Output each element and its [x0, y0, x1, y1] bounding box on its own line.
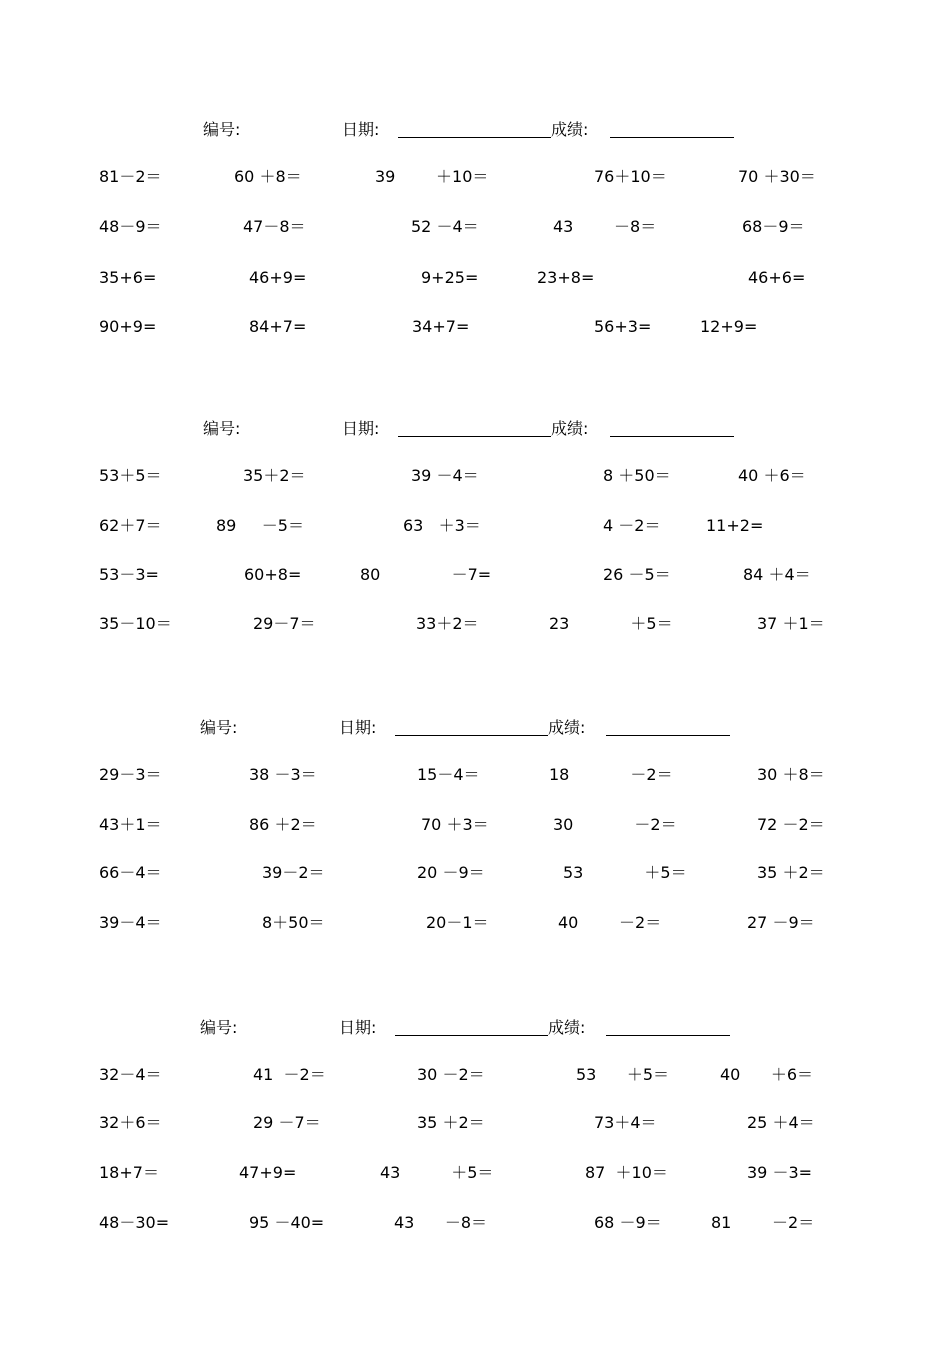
arithmetic-problem: 15－4＝ — [417, 765, 480, 784]
arithmetic-problem: 30 －2＝ — [553, 815, 677, 834]
arithmetic-problem: 8 ＋50＝ — [603, 466, 671, 485]
arithmetic-problem: 39－2＝ — [262, 863, 325, 882]
arithmetic-problem: 95 －40= — [249, 1213, 325, 1232]
arithmetic-problem: 56+3= — [594, 317, 652, 336]
arithmetic-problem: 8＋50＝ — [262, 913, 325, 932]
arithmetic-problem: 47－8＝ — [243, 217, 306, 236]
arithmetic-problem: 46+9= — [249, 268, 307, 287]
arithmetic-problem: 48－30= — [99, 1213, 170, 1232]
arithmetic-problem: 35+6= — [99, 268, 157, 287]
arithmetic-problem: 68 －9＝ — [594, 1213, 662, 1232]
arithmetic-problem: 72 －2＝ — [757, 815, 825, 834]
arithmetic-problem: 80 －7= — [360, 565, 492, 584]
arithmetic-problem: 40 ＋6＝ — [720, 1065, 814, 1084]
arithmetic-problem: 84 ＋4＝ — [743, 565, 811, 584]
score-blank-line — [606, 735, 730, 736]
arithmetic-problem: 46+6= — [748, 268, 806, 287]
arithmetic-problem: 34+7= — [412, 317, 470, 336]
number-label: 编号: — [203, 419, 241, 438]
arithmetic-problem: 39－4＝ — [99, 913, 162, 932]
arithmetic-problem: 29－7＝ — [253, 614, 316, 633]
score-blank-line — [610, 436, 734, 437]
date-blank-line — [398, 436, 551, 437]
arithmetic-problem: 29 －7＝ — [253, 1113, 321, 1132]
arithmetic-problem: 52 －4＝ — [411, 217, 479, 236]
arithmetic-problem: 12+9= — [700, 317, 758, 336]
arithmetic-problem: 30 －2＝ — [417, 1065, 485, 1084]
arithmetic-problem: 53＋5＝ — [99, 466, 162, 485]
date-label: 日期: — [339, 1018, 377, 1037]
arithmetic-problem: 53－3= — [99, 565, 159, 584]
arithmetic-problem: 60+8= — [244, 565, 302, 584]
date-label: 日期: — [342, 120, 380, 139]
score-label: 成绩: — [548, 718, 586, 737]
arithmetic-problem: 81 －2＝ — [711, 1213, 815, 1232]
arithmetic-problem: 89 －5＝ — [216, 516, 304, 535]
arithmetic-problem: 43 ＋5＝ — [380, 1163, 494, 1182]
arithmetic-problem: 68－9＝ — [742, 217, 805, 236]
score-blank-line — [610, 137, 734, 138]
arithmetic-problem: 86 ＋2＝ — [249, 815, 317, 834]
date-label: 日期: — [339, 718, 377, 737]
arithmetic-problem: 35－10＝ — [99, 614, 172, 633]
arithmetic-problem: 53 ＋5＝ — [563, 863, 687, 882]
arithmetic-problem: 47+9= — [239, 1163, 297, 1182]
arithmetic-problem: 29－3＝ — [99, 765, 162, 784]
arithmetic-problem: 39 ＋10＝ — [375, 167, 489, 186]
arithmetic-problem: 40 ＋6＝ — [738, 466, 806, 485]
arithmetic-problem: 4 －2＝ — [603, 516, 661, 535]
number-label: 编号: — [203, 120, 241, 139]
date-blank-line — [395, 1035, 548, 1036]
arithmetic-problem: 32－4＝ — [99, 1065, 162, 1084]
arithmetic-problem: 62＋7＝ — [99, 516, 162, 535]
arithmetic-problem: 9+25= — [421, 268, 479, 287]
arithmetic-problem: 20－1＝ — [426, 913, 489, 932]
arithmetic-problem: 63 ＋3＝ — [403, 516, 481, 535]
score-label: 成绩: — [548, 1018, 586, 1037]
arithmetic-problem: 35 ＋2＝ — [757, 863, 825, 882]
arithmetic-problem: 20 －9＝ — [417, 863, 485, 882]
arithmetic-problem: 23 ＋5＝ — [549, 614, 673, 633]
arithmetic-problem: 73＋4＝ — [594, 1113, 657, 1132]
score-blank-line — [606, 1035, 730, 1036]
arithmetic-problem: 35 ＋2＝ — [417, 1113, 485, 1132]
arithmetic-problem: 40 －2＝ — [558, 913, 662, 932]
arithmetic-problem: 25 ＋4＝ — [747, 1113, 815, 1132]
number-label: 编号: — [200, 1018, 238, 1037]
arithmetic-problem: 53 ＋5＝ — [576, 1065, 670, 1084]
arithmetic-problem: 70 ＋30＝ — [738, 167, 816, 186]
arithmetic-problem: 37 ＋1＝ — [757, 614, 825, 633]
arithmetic-problem: 60 ＋8＝ — [234, 167, 302, 186]
arithmetic-problem: 43 －8＝ — [394, 1213, 488, 1232]
arithmetic-problem: 70 ＋3＝ — [421, 815, 489, 834]
arithmetic-problem: 30 ＋8＝ — [757, 765, 825, 784]
arithmetic-problem: 26 －5＝ — [603, 565, 671, 584]
arithmetic-problem: 84+7= — [249, 317, 307, 336]
arithmetic-problem: 43＋1＝ — [99, 815, 162, 834]
score-label: 成绩: — [551, 419, 589, 438]
arithmetic-problem: 23+8= — [537, 268, 595, 287]
arithmetic-problem: 11+2= — [706, 516, 764, 535]
arithmetic-problem: 76＋10＝ — [594, 167, 667, 186]
arithmetic-problem: 32＋6＝ — [99, 1113, 162, 1132]
arithmetic-problem: 90+9= — [99, 317, 157, 336]
arithmetic-problem: 18+7＝ — [99, 1163, 159, 1182]
number-label: 编号: — [200, 718, 238, 737]
date-blank-line — [395, 735, 548, 736]
arithmetic-problem: 41 －2＝ — [253, 1065, 326, 1084]
arithmetic-problem: 43 －8＝ — [553, 217, 657, 236]
arithmetic-problem: 66－4＝ — [99, 863, 162, 882]
arithmetic-problem: 38 －3＝ — [249, 765, 317, 784]
date-label: 日期: — [342, 419, 380, 438]
score-label: 成绩: — [551, 120, 589, 139]
date-blank-line — [398, 137, 551, 138]
arithmetic-problem: 87 ＋10＝ — [585, 1163, 668, 1182]
arithmetic-problem: 39 －3= — [747, 1163, 813, 1182]
arithmetic-problem: 33＋2＝ — [416, 614, 479, 633]
arithmetic-problem: 35＋2＝ — [243, 466, 306, 485]
arithmetic-problem: 27 －9＝ — [747, 913, 815, 932]
arithmetic-problem: 18 －2＝ — [549, 765, 673, 784]
arithmetic-problem: 81－2＝ — [99, 167, 162, 186]
arithmetic-problem: 48－9＝ — [99, 217, 162, 236]
arithmetic-problem: 39 －4＝ — [411, 466, 479, 485]
